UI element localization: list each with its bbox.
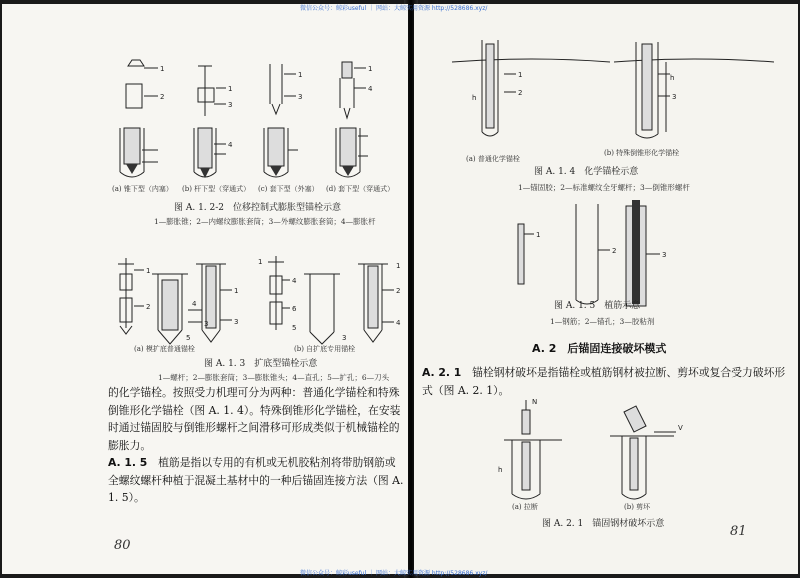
fig-a122-label: 2 [160, 93, 165, 101]
fig-a13-label: 5 [292, 324, 297, 332]
ground-line-a [452, 59, 610, 62]
figure-a122-drawing [2, 4, 402, 194]
fig-a13-label: 1 [258, 258, 263, 266]
fig-a13-label: 1 [234, 287, 239, 295]
page-number-right: 81 [730, 524, 747, 539]
fig-a13-label: 2 [396, 287, 401, 295]
left-page [2, 4, 408, 574]
fig-a122-subcaption-b: (b) 杆下型（穿通式） [182, 185, 251, 193]
fig-a122-subcaption-a: (a) 锥下型（内塞） [112, 185, 173, 193]
right-body-text [422, 364, 786, 399]
ground-line-b [614, 59, 774, 62]
fig-a122-label: 3 [228, 101, 233, 109]
fig-a14-subcaption-a: (a) 普通化学锚栓 [466, 155, 520, 163]
fig-a13-label: 3 [234, 318, 239, 326]
fig-a14-legend: 1—锚固胶；2—标准螺纹全牙螺杆；3—倒锥形螺杆 [518, 183, 690, 192]
figure-a13-drawing [2, 240, 402, 350]
fig-a122-subcaption-d: (d) 套下型（穿通式） [326, 185, 395, 193]
fig-a14-label: 2 [518, 89, 523, 97]
clause-a15 [108, 454, 404, 507]
fig-a15-caption: 图 A. 1. 5 植筋示意 [554, 301, 641, 311]
anchor-a13b-drawing [196, 264, 232, 342]
fig-a15-label: 3 [662, 251, 667, 259]
fig-a21-label: N [532, 398, 538, 406]
watermark-bottom: 微信公众号：鲸彩useful ｜ 网站：大鲸实用资源 http://528686.xyz/ [300, 570, 488, 577]
fig-a13-label: 1 [396, 262, 401, 270]
fig-a13-label: 4 [396, 319, 401, 327]
anchor-a13d-drawing [358, 264, 394, 342]
right-page [414, 4, 798, 574]
fig-a13-label: 4 [292, 277, 297, 285]
fig-a14-subcaption-b: (b) 特殊倒锥形化学锚栓 [604, 149, 680, 157]
fig-a14-label: h [670, 74, 675, 82]
fig-a13-subcaption-a: (a) 模扩底普通锚栓 [134, 345, 195, 353]
fig-a13-label: 6 [292, 305, 297, 313]
clause-a15-number: A. 1. 5 [108, 456, 148, 469]
fig-a13-label: 1 [146, 267, 151, 275]
fig-a15-label: 2 [612, 247, 617, 255]
fig-a13-caption: 图 A. 1. 3 扩底型锚栓示意 [204, 359, 318, 369]
fig-a122-label: 1 [160, 65, 165, 73]
section-heading-a2: A. 2 后锚固连接破坏模式 [532, 342, 667, 355]
fig-a122-label: 4 [368, 85, 373, 93]
anchor-d-drawing [336, 62, 368, 177]
fig-a21-subcaption-a: (a) 拉断 [512, 503, 538, 511]
fig-a14-label: 3 [672, 93, 677, 101]
fig-a21-label: V [678, 424, 683, 432]
left-body-text [108, 384, 404, 507]
fig-a13-label: 3 [204, 320, 209, 328]
fig-a14-label: h [472, 94, 477, 102]
fig-a122-caption: 图 A. 1. 2-2 位移控制式膨胀型锚栓示意 [174, 203, 342, 213]
figure-a21-drawing [414, 396, 794, 506]
fig-a14-label: 1 [518, 71, 523, 79]
fig-a21-label: h [498, 466, 503, 474]
fig-a122-legend: 1—膨胀锥；2—内螺纹膨胀套筒；3—外螺纹膨胀套筒；4—膨胀杆 [154, 217, 376, 226]
fig-a13-legend: 1—螺杆；2—膨胀套筒；3—膨胀锥头；4—直孔；5—扩孔；6—刀头 [158, 373, 390, 382]
fig-a122-label: 1 [368, 65, 373, 73]
anchor-a13c-drawing [268, 256, 340, 344]
clause-a21 [422, 364, 786, 399]
fig-a13-label: 3 [342, 334, 347, 342]
fig-a15-label: 1 [536, 231, 541, 239]
fig-a13-label: 2 [146, 303, 151, 311]
rebar-separate [518, 224, 524, 284]
fig-a13-label: 5 [186, 334, 191, 342]
fig-a122-label: 4 [228, 141, 233, 149]
anchor-a-drawing [120, 60, 158, 177]
paragraph-chemical-anchor: 的化学锚栓。按照受力机理可分为两种：普通化学锚栓和特殊倒锥形化学锚栓（图 A. 1. 4）。特殊倒锥形化学锚栓，在安装时通过锚固胶与倒锥形螺杆之间滑移可形成类似于机械锚栓的膨胀力。 [108, 386, 401, 452]
fig-a21-subcaption-b: (b) 剪坏 [624, 503, 651, 511]
watermark-top: 微信公众号：鲸彩useful ｜ 网站：大鲸实用资源 http://528686.xyz/ [300, 5, 488, 12]
clause-a15-text: 植筋是指以专用的有机或无机胶粘剂将带肋钢筋或全螺纹螺杆种植于混凝土基材中的一种后锚固连接方法（图 A. 1. 5）。 [108, 456, 404, 504]
fig-a14-caption: 图 A. 1. 4 化学锚栓示意 [534, 167, 639, 177]
anchor-a13a-drawing [118, 258, 202, 344]
fig-a15-legend: 1—钢筋；2—锚孔；3—胶粘剂 [550, 317, 655, 326]
figure-a15-drawing [414, 194, 794, 314]
fig-a13-label: 4 [192, 300, 197, 308]
clause-a21-text: 锚栓钢材破坏是指锚栓或植筋钢材被拉断、剪坏或复合受力破坏形式（图 A. 2. 1）。 [422, 366, 786, 397]
fig-a21-caption: 图 A. 2. 1 锚固钢材破坏示意 [542, 519, 665, 529]
fig-a122-label: 3 [298, 93, 303, 101]
fig-a122-label: 1 [228, 85, 233, 93]
anchor-b-drawing [194, 66, 226, 178]
anchor-c-drawing [264, 64, 298, 177]
fig-a122-subcaption-c: (c) 套下型（外塞） [258, 185, 319, 193]
fig-a13-subcaption-b: (b) 自扩底专用锚栓 [294, 345, 356, 353]
fig-a122-label: 1 [298, 71, 303, 79]
figure-a14-drawing [414, 4, 794, 154]
anchor-hole [576, 204, 598, 304]
page-number-left: 80 [114, 538, 131, 553]
clause-a21-number: A. 2. 1 [422, 366, 462, 379]
